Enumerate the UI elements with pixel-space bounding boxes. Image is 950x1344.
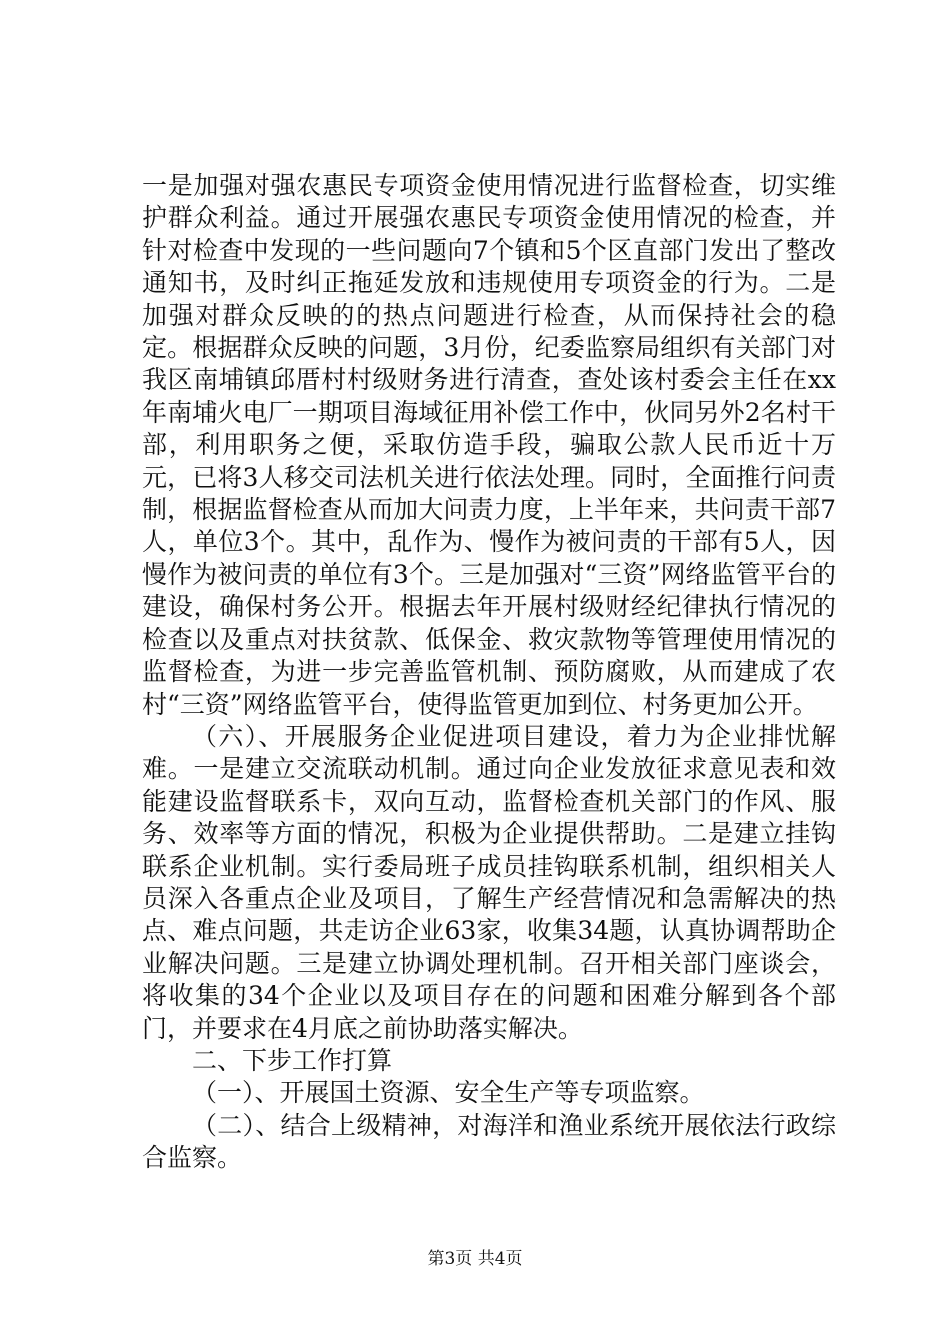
section-heading-next-plan: 二、下步工作打算	[192, 1045, 393, 1075]
document-body	[142, 170, 836, 1175]
page-footer: 第3页 共4页	[427, 1249, 523, 1269]
paragraph-plan-item-2: （二）、结合上级精神，对海洋和渔业系统开展依法行政综合监察。	[142, 1110, 836, 1173]
paragraph-serve-enterprises: （六）、开展服务企业促进项目建设，着力为企业排忧解难。一是建立交流联动机制。通过向企业发放征求意见表和效能建设监督联系卡，双向互动，监督检查机关部门的作风、服务、效率等方面的情况，积极为企业提供帮助。二是建立挂钩联系企业机制。实行委局班子成员挂钩联系机制，组织相关人员深入各重点企业及项目，了解生产经营情况和急需解决的热点、难点问题，共走访企业63家，收集34题，认真协调帮助企业解决问题。三是建立协调处理机制。召开相关部门座谈会，将收集的34个企业以及项目存在的问题和困难分解到各个部门，并要求在4月底之前协助落实解决。	[142, 721, 836, 1043]
paragraph-plan-item-1: （一）、开展国土资源、安全生产等专项监察。	[192, 1078, 705, 1108]
paragraph-supervision-inspection: 一是加强对强农惠民专项资金使用情况进行监督检查，切实维护群众利益。通过开展强农惠民专项资金使用情况的检查，并针对检查中发现的一些问题向7个镇和5个区直部门发出了整改通知书，及时纠正拖延发放和违规使用专项资金的行为。二是加强对群众反映的的热点问题进行检查，从而保持社会的稳定。根据群众反映的问题，3月份，纪委监察局组织有关部门对我区南埔镇邱厝村村级财务进行清查，查处该村委会主任在xx年南埔火电厂一期项目海域征用补偿工作中，伙同另外2名村干部，利用职务之便，采取仿造手段，骗取公款人民币近十万元，已将3人移交司法机关进行依法处理。同时，全面推行问责制，根据监督检查从而加大问责力度，上半年来，共问责干部7人，单位3个。其中，乱作为、慢作为被问责的干部有5人，因慢作为被问责的单位有3个。三是加强对“三资”网络监管平台的建设，确保村务公开。根据去年开展村级财经纪律执行情况的检查以及重点对扶贫款、低保金、救灾款物等管理使用情况的监督检查，为进一步完善监管机制、预防腐败，从而建成了农村“三资”网络监管平台，使得监管更加到位、村务更加公开。	[142, 171, 836, 719]
